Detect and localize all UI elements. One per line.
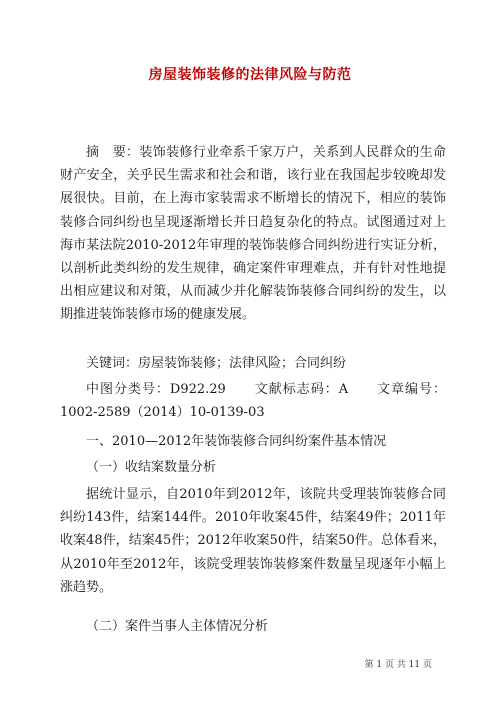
document-title: 房屋装饰装修的法律风险与防范 [148,67,352,83]
section-heading: 一、2010—2012年装饰装修合同纠纷案件基本情况 [86,434,387,449]
subsection-heading-block-2 [60,615,446,638]
classification-line: 中图分类号：D922.29 文献标志码：A 文章编号：1002-2589（2014）10-0139-03 [60,382,446,421]
subsection-heading-block [60,456,446,479]
keywords-line: 关键词：房屋装饰装修；法律风险；合同纠纷 [86,356,347,371]
abstract-block [60,141,446,327]
statistics-block [60,483,446,599]
abstract-paragraph: 摘 要：装饰装修行业牵系千家万户，关系到人民群众的生命财产安全，关乎民生需求和社会和谐，该行业在我国起步较晚却发展很快。目前，在上海市家装需求不断增长的情况下，相应的装饰装修合同纠纷也呈现逐渐增长并日趋复杂化的特点。试图通过对上海市某法院2010-2012年审理的装饰装修合同纠纷进行实证分析，以剖析此类纠纷的发生规律，确定案件审理难点，并有针对性地提出相应建议和对策，从而减少并化解装饰装修合同纠纷的发生，以期推进装饰装修市场的健康发展。 [60,145,446,323]
keywords-block [60,352,446,375]
subsection-heading-2: （二）案件当事人主体情况分析 [86,619,269,634]
page-footer: 第 1 页 共 11 页 [364,660,432,670]
statistics-paragraph: 据统计显示，自2010年到2012年，该院共受理装饰装修合同纠纷143件，结案144件。2010年收案45件，结案49件；2011年收案48件，结案45件；2012年收案50件，结案50件。总体看来，从2010年至2012年，该院受理装饰装修案件数量呈现逐年小幅上涨趋势。 [60,487,446,595]
section-heading-block [60,430,446,453]
subsection-heading-1: （一）收结案数量分析 [86,460,217,475]
classification-block [60,378,446,424]
